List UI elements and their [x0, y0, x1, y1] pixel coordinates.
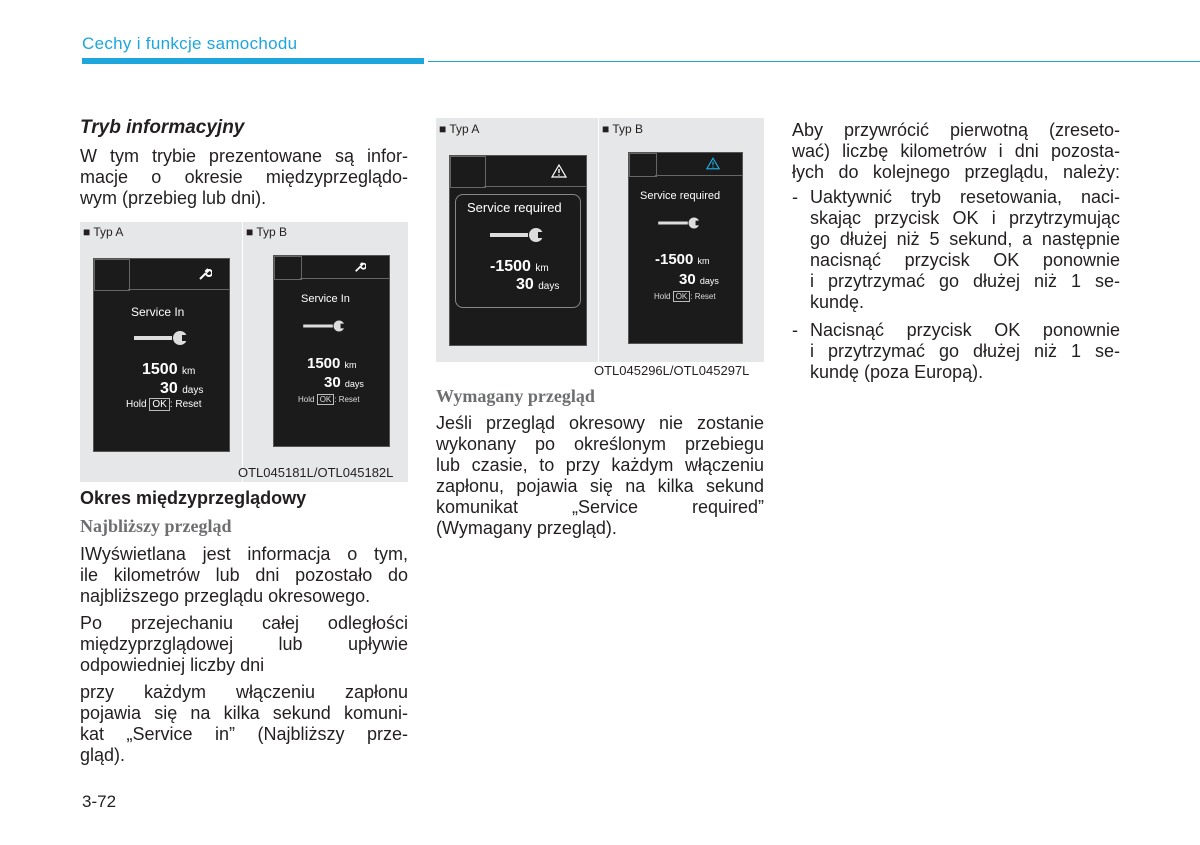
figure-label-a: ■ Typ A — [439, 122, 480, 136]
list-item-press-again — [792, 320, 1120, 386]
intro-paragraph — [80, 146, 408, 209]
section-heading: Okres międzyprzeglądowy — [80, 488, 307, 508]
wrench-icon — [198, 267, 212, 281]
text-line: Po przejechaniu całej odległości — [80, 613, 408, 633]
reset-text: : Reset — [169, 399, 202, 410]
wrench-icon — [354, 261, 366, 273]
cluster-screen-a — [449, 155, 587, 346]
text-line: Jeśli przegląd okresowy nie zostanie — [436, 413, 764, 433]
header-rule-thin — [428, 61, 1200, 62]
days-value: 30 — [324, 374, 341, 391]
text-line: Aby przywrócić pierwotną (zreseto- — [792, 120, 1120, 140]
reset-intro-paragraph — [792, 120, 1120, 183]
text-line: i przytrzymać go dłużej niż 1 se- — [810, 341, 1120, 361]
screen-title: Service required — [640, 190, 721, 202]
text-line: macje o okresie międzyprzeglądo- — [80, 167, 408, 187]
figure-label-b: ■ Typ B — [602, 122, 644, 136]
screen-corner-box — [450, 156, 486, 188]
text-line: łych do kolejnego przeglądu, należy: — [792, 162, 1120, 182]
figure-label-b: ■ Typ B — [246, 225, 288, 239]
screen-title: Service In — [301, 293, 350, 305]
ok-badge: OK — [149, 398, 169, 411]
text-line: pojawia się na kilka sekund komuni- — [80, 703, 408, 723]
text-line: go dłużej niż 5 sekund, a następnie — [810, 229, 1120, 249]
screen-divider — [655, 175, 742, 176]
screen-distance — [307, 355, 357, 372]
text-line: zapłonu, pojawia się na kilka sekund — [436, 476, 764, 496]
text-line: kat „Service in” (Najbliższy prze- — [80, 724, 408, 744]
mode-heading: Tryb informacyjny — [80, 117, 245, 138]
figure-divider — [598, 118, 599, 362]
screen-hold-reset — [298, 395, 360, 404]
days-unit: days — [538, 281, 560, 292]
text-line: wać) liczbę kilometrów i dni pozosta- — [792, 141, 1120, 161]
text-line: kundę. — [810, 292, 865, 312]
warning-triangle-icon — [551, 164, 567, 178]
text-line: ile kilometrów lub dni pozostało do — [80, 565, 408, 585]
header-title: Cechy i funkcje samochodu — [82, 34, 298, 53]
text-line: Uaktywnić tryb resetowania, naci- — [810, 187, 1120, 207]
screen-hold-reset — [654, 292, 716, 301]
text-line: kundę (poza Europą). — [810, 362, 984, 382]
wrench-icon — [655, 216, 705, 230]
text-line: gląd). — [80, 745, 126, 765]
figure-label-a: ■ Typ A — [83, 225, 124, 239]
text-line: komunikat „Service required” — [436, 497, 764, 517]
screen-distance — [490, 258, 549, 276]
screen-divider — [128, 289, 229, 290]
subheading-next-service: Najbliższy przegląd — [80, 516, 232, 536]
figure-code: OTL045181L/OTL045182L — [238, 465, 394, 480]
days-unit: days — [344, 379, 364, 389]
paragraph-after-distance — [80, 613, 408, 676]
screen-days — [324, 374, 364, 391]
list-dash: - — [792, 320, 798, 340]
text-line: wym (przebieg lub dni). — [80, 188, 267, 208]
days-value: 30 — [160, 380, 178, 397]
list-text — [810, 187, 1120, 313]
warning-triangle-icon — [706, 157, 720, 170]
screen-days — [679, 271, 719, 288]
text-line: Nacisnąć przycisk OK ponownie — [810, 320, 1120, 340]
reset-text: : Reset — [334, 395, 360, 404]
text-line: wykonany po określonym przebiegu — [436, 434, 764, 454]
text-line: (Wymagany przegląd). — [436, 518, 617, 538]
list-text — [810, 320, 1120, 383]
wrench-icon — [132, 329, 192, 347]
paragraph-ignition — [80, 682, 408, 766]
screen-corner-box — [94, 259, 130, 291]
screen-days — [516, 276, 559, 294]
text-line: W tym trybie prezentowane są infor- — [80, 146, 408, 166]
text-line: skając przycisk OK i przytrzymując — [810, 208, 1120, 228]
ok-badge: OK — [317, 394, 335, 405]
cluster-screen-b — [273, 255, 390, 447]
text-line: i przytrzymać go dłużej niż 1 se- — [810, 271, 1120, 291]
screen-corner-box — [629, 153, 657, 177]
subheading-service-required: Wymagany przegląd — [436, 386, 595, 406]
screen-divider — [484, 186, 586, 187]
screen-distance — [142, 361, 195, 379]
distance-value: -1500 — [655, 251, 694, 268]
text-line: międzyprzglądowej lub upływie — [80, 634, 408, 654]
screen-title: Service required — [467, 200, 562, 215]
cluster-screen-a — [93, 258, 230, 452]
days-unit: days — [699, 276, 719, 286]
list-dash: - — [792, 187, 798, 207]
text-line: nacisnąć przycisk OK ponownie — [810, 250, 1120, 270]
distance-unit: km — [697, 256, 710, 266]
paragraph-service-required — [436, 413, 764, 539]
figure-service-in — [80, 222, 408, 482]
text-line: przy każdym włączeniu zapłonu — [80, 682, 408, 702]
text-line: najbliższego przeglądu okresowego. — [80, 586, 371, 606]
screen-days — [160, 380, 203, 398]
distance-unit: km — [182, 366, 196, 377]
hold-text: Hold — [298, 395, 315, 404]
cluster-screen-b — [628, 152, 743, 344]
wrench-icon — [488, 226, 548, 244]
hold-text: Hold — [654, 292, 671, 301]
wrench-icon — [300, 319, 350, 333]
screen-corner-box — [274, 256, 302, 280]
text-line: IWyświetlana jest informacja o tym, — [80, 544, 408, 564]
distance-value: 1500 — [307, 355, 341, 372]
header-rule-thick — [82, 58, 424, 64]
paragraph-info — [80, 544, 408, 607]
text-line: odpowiedniej liczby dni — [80, 655, 265, 675]
figure-divider — [242, 222, 243, 482]
distance-unit: km — [344, 360, 357, 370]
screen-distance — [655, 251, 710, 268]
days-unit: days — [182, 385, 204, 396]
figure-service-required — [436, 118, 764, 362]
list-item-reset-mode — [792, 187, 1120, 317]
screen-hold-reset — [126, 399, 202, 410]
distance-unit: km — [535, 263, 549, 274]
distance-value: 1500 — [142, 361, 178, 378]
distance-value: -1500 — [490, 258, 531, 275]
days-value: 30 — [679, 271, 696, 288]
reset-text: : Reset — [690, 292, 716, 301]
page-number: 3-72 — [82, 792, 117, 811]
screen-divider — [300, 278, 389, 279]
figure-code: OTL045296L/OTL045297L — [594, 363, 750, 378]
ok-badge: OK — [673, 291, 691, 302]
days-value: 30 — [516, 276, 534, 293]
text-line: lub czasie, to przy każdym włączeniu — [436, 455, 764, 475]
screen-title: Service In — [131, 305, 185, 319]
hold-text: Hold — [126, 399, 147, 410]
